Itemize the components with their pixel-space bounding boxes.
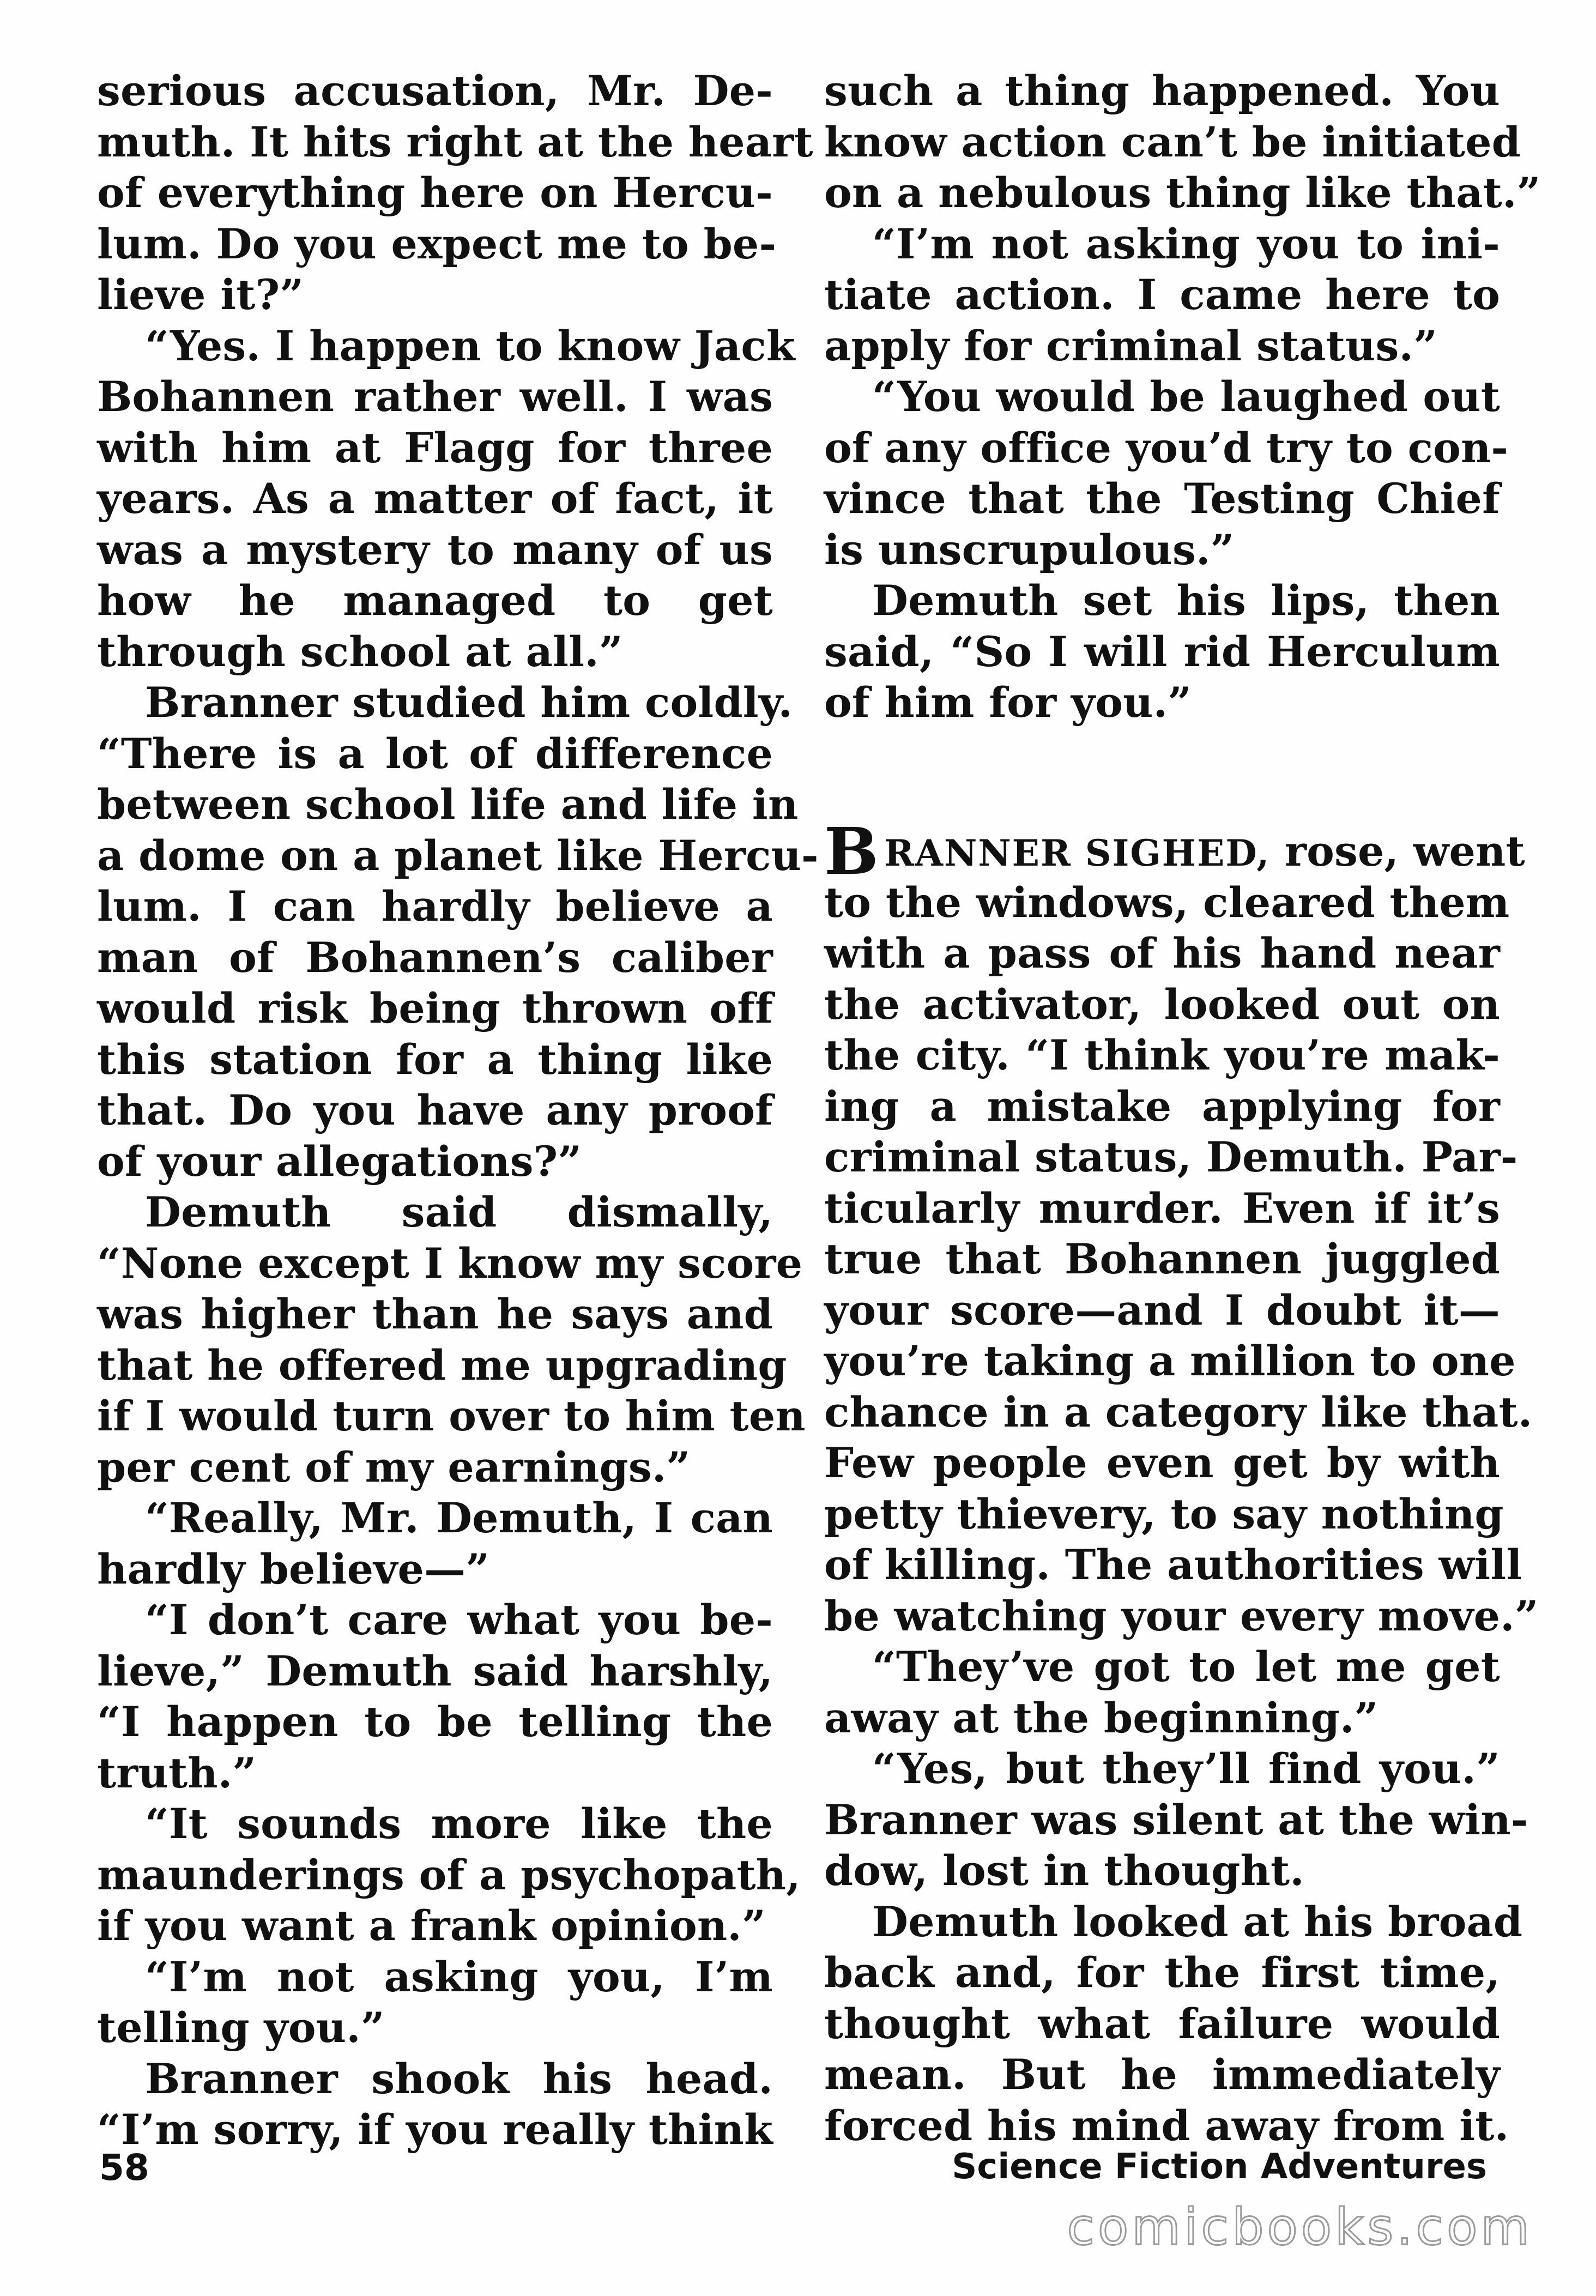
text-line: lieve it?”: [97, 270, 304, 319]
text-line: with a pass of his hand near: [824, 929, 1500, 977]
text-line: this station for a thing like: [97, 1035, 773, 1084]
text-line: man of Bohannen’s caliber: [97, 933, 773, 982]
text-line: Demuth said dismally,: [145, 1188, 773, 1236]
text-line: “There is a lot of difference: [97, 729, 773, 778]
text-line: hardly believe—”: [97, 1544, 490, 1593]
text-line: know action can’t be initiated: [824, 117, 1521, 166]
opening-line-rest: rose, went: [1270, 827, 1525, 875]
section-opening-line: [824, 813, 1525, 889]
text-line: was a mystery to many of us: [97, 525, 773, 574]
text-line: if you want a frank opinion.”: [97, 1901, 766, 1950]
text-line: “I’m not asking you to ini-: [872, 219, 1500, 268]
text-line: Demuth looked at his broad: [872, 1897, 1523, 1946]
text-line: “None except I know my score: [97, 1238, 803, 1288]
section-break: [824, 728, 1500, 780]
text-line: between school life and life in: [97, 780, 799, 829]
text-line: lum. I can hardly believe a: [97, 882, 773, 931]
text-line: Demuth set his lips, then: [872, 576, 1500, 625]
text-line: ing a mistake applying for: [824, 1081, 1500, 1131]
text-line: that. Do you have any proof: [97, 1086, 773, 1134]
text-line: Few people even get by with: [824, 1439, 1500, 1487]
text-line: “You would be laughed out: [872, 372, 1500, 421]
text-line: Bohannen rather well. I was: [97, 372, 773, 421]
text-line: apply for criminal status.”: [824, 321, 1438, 370]
text-line: Branner studied him coldly.: [145, 678, 793, 727]
text-line: of killing. The authorities will: [824, 1540, 1522, 1589]
text-line: muth. It hits right at the heart: [97, 117, 813, 166]
text-line: of everything here on Hercu-: [97, 168, 773, 217]
text-line: on a nebulous thing like that.”: [824, 168, 1541, 217]
text-line: away at the beginning.”: [824, 1693, 1379, 1742]
text-line: you’re taking a million to one: [824, 1337, 1516, 1385]
text-line: the city. “I think you’re mak-: [824, 1031, 1500, 1079]
text-line: criminal status, Demuth. Par-: [824, 1133, 1518, 1181]
text-line: dow, lost in thought.: [824, 1846, 1304, 1895]
text-line: “I happen to be telling the: [97, 1697, 773, 1746]
text-line: your score—and I doubt it—: [824, 1285, 1500, 1334]
text-line: “Yes, but they’ll find you.”: [872, 1744, 1500, 1793]
text-line: lum. Do you expect me to be-: [97, 219, 777, 268]
text-line: thought what failure would: [824, 1999, 1500, 2048]
text-line: “Yes. I happen to know Jack: [145, 321, 795, 370]
text-line: would risk being thrown off: [97, 984, 773, 1032]
text-line: years. As a matter of fact, it: [97, 474, 773, 523]
text-line: the activator, looked out on: [824, 980, 1500, 1029]
text-line: “It sounds more like the: [145, 1799, 773, 1848]
text-line: petty thievery, to say nothing: [824, 1489, 1504, 1538]
text-line: maunderings of a psychopath,: [97, 1850, 801, 1899]
text-line: how he managed to get: [97, 576, 773, 625]
text-line: of any office you’d try to con-: [824, 423, 1509, 472]
text-line: of your allegations?”: [97, 1137, 582, 1186]
text-line: was higher than he says and: [97, 1290, 773, 1338]
text-line: with him at Flagg for three: [97, 423, 773, 472]
text-line: said, “So I will rid Herculum: [824, 627, 1500, 676]
text-line: chance in a category like that.: [824, 1387, 1533, 1436]
text-line: forced his mind away from it.: [824, 2101, 1509, 2150]
text-line: true that Bohannen juggled: [824, 1235, 1500, 1283]
text-line: such a thing happened. You: [824, 67, 1500, 115]
right-text-column: [824, 65, 1541, 2151]
text-line: ticularly murder. Even if it’s: [824, 1183, 1500, 1232]
text-line: is unscrupulous.”: [824, 525, 1235, 574]
right-column-top-text: [824, 65, 1541, 728]
left-text-column: [97, 65, 819, 2155]
text-line: “I don’t care what you be-: [145, 1596, 773, 1644]
magazine-title: Science Fiction Adventures: [952, 2147, 1487, 2187]
small-caps-lead: RANNER SIGHED,: [884, 832, 1271, 874]
section-break-spacer: [824, 779, 1500, 826]
text-line: back and, for the first time,: [824, 1948, 1500, 1997]
text-line: telling you.”: [97, 2003, 385, 2052]
text-line: “I’m sorry, if you really think: [97, 2105, 773, 2154]
page-number: 58: [99, 2147, 149, 2189]
text-line: tiate action. I came here to: [824, 270, 1500, 319]
text-line: that he offered me upgrading: [97, 1340, 787, 1389]
text-line: mean. But he immediately: [824, 2050, 1500, 2099]
text-line: “Really, Mr. Demuth, I can: [145, 1494, 773, 1542]
text-line: vince that the Testing Chief: [824, 474, 1500, 523]
right-column-bottom-text: [824, 877, 1539, 2152]
text-line: “They’ve got to let me get: [872, 1642, 1500, 1691]
text-line: per cent of my earnings.”: [97, 1442, 691, 1491]
text-line: of him for you.”: [824, 678, 1192, 727]
text-line: lieve,” Demuth said harshly,: [97, 1646, 773, 1695]
text-line: truth.”: [97, 1748, 257, 1797]
text-line: serious accusation, Mr. De-: [97, 67, 773, 115]
text-line: be watching your every move.”: [824, 1591, 1539, 1640]
text-line: to the windows, cleared them: [824, 878, 1510, 927]
text-line: a dome on a planet like Hercu-: [97, 831, 819, 880]
drop-cap: B: [824, 813, 879, 889]
text-line: through school at all.”: [97, 627, 623, 676]
watermark: comicbooks.com: [1067, 2198, 1533, 2256]
text-line: if I would turn over to him ten: [97, 1392, 806, 1440]
text-line: Branner was silent at the win-: [824, 1795, 1528, 1844]
text-line: “I’m not asking you, I’m: [145, 1952, 773, 2001]
text-line: Branner shook his head.: [145, 2054, 773, 2103]
